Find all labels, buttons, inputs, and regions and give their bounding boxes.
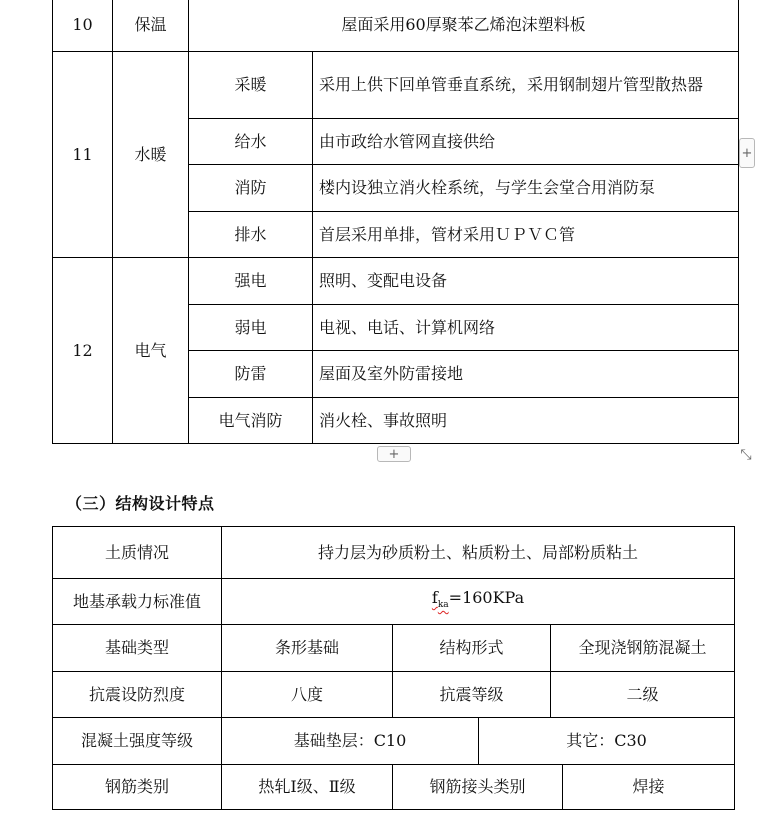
table-row [53, 672, 735, 718]
foundation-value: 条形基础 [222, 625, 393, 672]
seismic-grade-label: 抗震等级 [393, 672, 551, 718]
sub-item-description: 由市政给水管网直接供给 [313, 119, 739, 165]
table-row [53, 0, 739, 52]
table-row [53, 52, 739, 119]
row-category: 保温 [113, 0, 189, 52]
building-systems-table [52, 0, 739, 444]
soil-value: 持力层为砂质粉土、粘质粉土、局部粉质粘土 [222, 527, 735, 579]
joint-value: 焊接 [563, 765, 735, 810]
row-number: 11 [53, 52, 113, 258]
sub-item: 强电 [189, 258, 313, 305]
row-number: 12 [53, 258, 113, 444]
concrete-base-value: 基础垫层：C10 [222, 718, 479, 765]
bearing-symbol: f [431, 588, 438, 607]
sub-item: 消防 [189, 165, 313, 212]
add-row-button[interactable]: + [377, 446, 411, 462]
sub-item-description: 电视、电话、计算机网络 [313, 305, 739, 351]
structure-label: 结构形式 [393, 625, 551, 672]
sub-item-description: 首层采用单排，管材采用ＵＰＶＣ管 [313, 212, 739, 258]
seismic-grade-value: 二级 [551, 672, 735, 718]
table-row [53, 765, 735, 810]
sub-item-description: 采用上供下回单管垂直系统，采用钢制翅片管型散热器 [313, 52, 739, 119]
table-row [53, 258, 739, 305]
bearing-label: 地基承载力标准值 [53, 579, 222, 625]
section-heading: （三）结构设计特点 [66, 494, 215, 513]
row-category: 水暖 [113, 52, 189, 258]
table-row [53, 579, 735, 625]
table-resize-icon[interactable]: ⤡ [740, 447, 752, 463]
seismic-intensity-label: 抗震设防烈度 [53, 672, 222, 718]
sub-item: 给水 [189, 119, 313, 165]
structural-design-table [52, 526, 735, 810]
sub-item-description: 屋面及室外防雷接地 [313, 351, 739, 398]
sub-item-description: 消火栓、事故照明 [313, 398, 739, 444]
concrete-other-value: 其它：C30 [479, 718, 735, 765]
sub-item: 弱电 [189, 305, 313, 351]
bearing-number: =160KPa [448, 588, 525, 607]
table-row [53, 718, 735, 765]
bearing-subscript: ka [437, 600, 449, 610]
sub-item: 排水 [189, 212, 313, 258]
table-row [53, 527, 735, 579]
add-column-button[interactable]: + [739, 138, 755, 168]
sub-item: 防雷 [189, 351, 313, 398]
foundation-label: 基础类型 [53, 625, 222, 672]
rebar-value: 热轧Ⅰ级、Ⅱ级 [222, 765, 393, 810]
bearing-value [222, 579, 735, 625]
structure-value: 全现浇钢筋混凝土 [551, 625, 735, 672]
sub-item: 采暖 [189, 52, 313, 119]
sub-item-description: 照明、变配电设备 [313, 258, 739, 305]
joint-label: 钢筋接头类别 [393, 765, 563, 810]
row-description: 屋面采用60厚聚苯乙烯泡沫塑料板 [189, 0, 739, 52]
row-category: 电气 [113, 258, 189, 444]
table-row [53, 625, 735, 672]
sub-item: 电气消防 [189, 398, 313, 444]
sub-item-description: 楼内设独立消火栓系统，与学生会堂合用消防泵 [313, 165, 739, 212]
soil-label: 土质情况 [53, 527, 222, 579]
concrete-label: 混凝土强度等级 [53, 718, 222, 765]
row-number: 10 [53, 0, 113, 52]
seismic-intensity-value: 八度 [222, 672, 393, 718]
rebar-label: 钢筋类别 [53, 765, 222, 810]
